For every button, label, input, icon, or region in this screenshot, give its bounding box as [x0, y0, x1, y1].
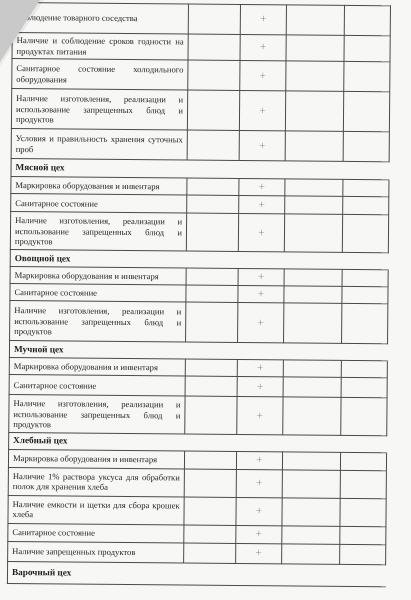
handwritten-check-mark: +	[239, 131, 285, 161]
checklist-item-text: Санитарное состояние	[9, 375, 185, 397]
section-title: Мясной цех	[11, 159, 389, 180]
empty-cell	[282, 498, 340, 527]
checklist-row	[8, 467, 386, 498]
empty-cell	[283, 377, 341, 398]
empty-cell	[187, 196, 239, 214]
empty-cell	[282, 452, 340, 471]
checklist-item-text: …блюдение товарного соседства	[12, 3, 188, 35]
empty-cell	[186, 285, 238, 302]
checklist-item-text: Наличие емкости и щетки для сбора крошек хлеба	[8, 495, 184, 525]
checklist-item-text: Наличие изготовления, реализации и использование запрещенных блюд и продуктов	[10, 212, 186, 252]
empty-cell	[344, 62, 390, 92]
checklist-row	[12, 59, 390, 92]
empty-cell	[341, 378, 387, 398]
page-fold-corner	[0, 0, 40, 62]
checklist-item-text: Маркировка оборудования и инвентаря	[8, 449, 184, 469]
empty-cell	[284, 269, 342, 287]
empty-cell	[188, 4, 240, 34]
section-title: Хлебный цех	[9, 433, 387, 453]
empty-cell	[344, 35, 390, 62]
empty-cell	[185, 376, 237, 396]
empty-cell	[186, 214, 238, 252]
empty-cell	[342, 287, 388, 304]
empty-cell	[340, 470, 386, 498]
handwritten-check-mark: +	[236, 543, 282, 563]
empty-cell	[285, 179, 343, 197]
checklist-row	[11, 89, 389, 132]
empty-cell	[184, 497, 236, 525]
handwritten-check-mark: +	[236, 497, 282, 525]
handwritten-check-mark: +	[240, 4, 286, 34]
empty-cell	[343, 197, 389, 215]
handwritten-check-mark: +	[237, 397, 283, 435]
checklist-item-text: Санитарное состояние	[10, 284, 186, 303]
checklist-item-text: Маркировка оборудования и инвентаря	[9, 358, 185, 377]
empty-cell	[284, 303, 342, 344]
empty-cell	[344, 5, 390, 35]
empty-cell	[282, 544, 340, 565]
checklist-item-text: Санитарное состояние	[8, 523, 184, 543]
empty-cell	[284, 214, 342, 253]
checklist-item-text: Санитарное состояние	[11, 194, 187, 214]
handwritten-check-mark: +	[240, 34, 286, 61]
empty-cell	[184, 543, 236, 563]
section-title: Мучной цех	[9, 341, 387, 361]
empty-cell	[340, 526, 386, 544]
handwritten-check-mark: +	[238, 303, 284, 343]
handwritten-check-mark: +	[239, 91, 285, 131]
empty-cell	[286, 61, 344, 92]
empty-cell	[285, 131, 343, 162]
handwritten-check-mark: +	[237, 377, 283, 397]
checklist-item-text: Наличие и соблюдение сроков годности на продуктах питания	[12, 33, 188, 61]
empty-cell	[185, 359, 237, 376]
empty-cell	[187, 91, 239, 131]
checklist-row	[12, 33, 390, 63]
handwritten-check-mark: +	[236, 525, 282, 543]
handwritten-check-mark: +	[240, 61, 286, 91]
empty-cell	[343, 92, 389, 132]
checklist-item-text: Маркировка оборудования и инвентаря	[10, 267, 186, 286]
empty-cell	[342, 304, 388, 344]
empty-cell	[341, 361, 387, 378]
checklist-row	[11, 129, 389, 162]
checklist-item-text: Санитарное состояние холодильного оборудования	[12, 59, 188, 91]
empty-cell	[340, 544, 386, 564]
handwritten-check-mark: +	[236, 451, 282, 469]
empty-cell	[283, 397, 341, 436]
checklist-row	[9, 395, 387, 436]
empty-cell	[340, 498, 386, 526]
checklist-item-text: Наличие 1% раствора уксуса для обработки полок для хранения хлеба	[8, 467, 184, 497]
checklist-item-text: Наличие запрещенных продуктов	[8, 541, 184, 563]
handwritten-check-mark: +	[239, 196, 285, 214]
handwritten-check-mark: +	[238, 286, 284, 303]
checklist-item-text: Условия и правильность хранения суточных проб	[11, 129, 187, 161]
empty-cell	[184, 469, 236, 497]
empty-cell	[282, 470, 340, 499]
section-header-row	[7, 561, 385, 586]
checklist-item-text: Наличие изготовления, реализации и использование запрещенных блюд и продуктов	[10, 301, 186, 343]
checklist-row	[10, 301, 388, 344]
empty-cell	[340, 452, 386, 470]
empty-cell	[188, 34, 240, 61]
handwritten-check-mark: +	[237, 360, 283, 377]
empty-cell	[184, 451, 236, 469]
checklist-row	[8, 495, 386, 526]
empty-cell	[187, 131, 239, 161]
section-title: Овощной цех	[10, 250, 388, 270]
empty-cell	[186, 268, 238, 285]
checklist-item-text: Наличие изготовления, реализации и использование запрещенных блюд и продуктов	[9, 395, 185, 435]
checklist-row	[10, 212, 388, 253]
checklist-item-text: Наличие изготовления, реализации и использование запрещенных блюд и продуктов	[11, 89, 187, 131]
empty-cell	[343, 132, 389, 162]
empty-cell	[342, 270, 388, 287]
empty-cell	[342, 215, 388, 253]
handwritten-check-mark: +	[239, 179, 285, 196]
empty-cell	[282, 526, 340, 545]
empty-cell	[286, 35, 344, 62]
empty-cell	[184, 525, 236, 543]
handwritten-check-mark: +	[238, 269, 284, 286]
checklist-item-text: Маркировка оборудования и инвентаря	[11, 177, 187, 196]
empty-cell	[188, 61, 240, 91]
empty-cell	[186, 302, 238, 342]
checklist-body	[7, 3, 390, 587]
handwritten-check-mark: +	[236, 469, 282, 497]
empty-cell	[343, 180, 389, 197]
checklist-row	[12, 3, 390, 36]
empty-cell	[187, 179, 239, 196]
handwritten-check-mark: +	[238, 214, 284, 252]
empty-cell	[341, 398, 387, 436]
empty-cell	[285, 196, 343, 215]
empty-cell	[284, 286, 342, 304]
empty-cell	[286, 5, 344, 36]
section-title: Варочный цех	[7, 561, 385, 586]
empty-cell	[283, 360, 341, 378]
inspection-checklist-table	[7, 2, 391, 587]
empty-cell	[285, 91, 343, 132]
empty-cell	[185, 396, 237, 434]
